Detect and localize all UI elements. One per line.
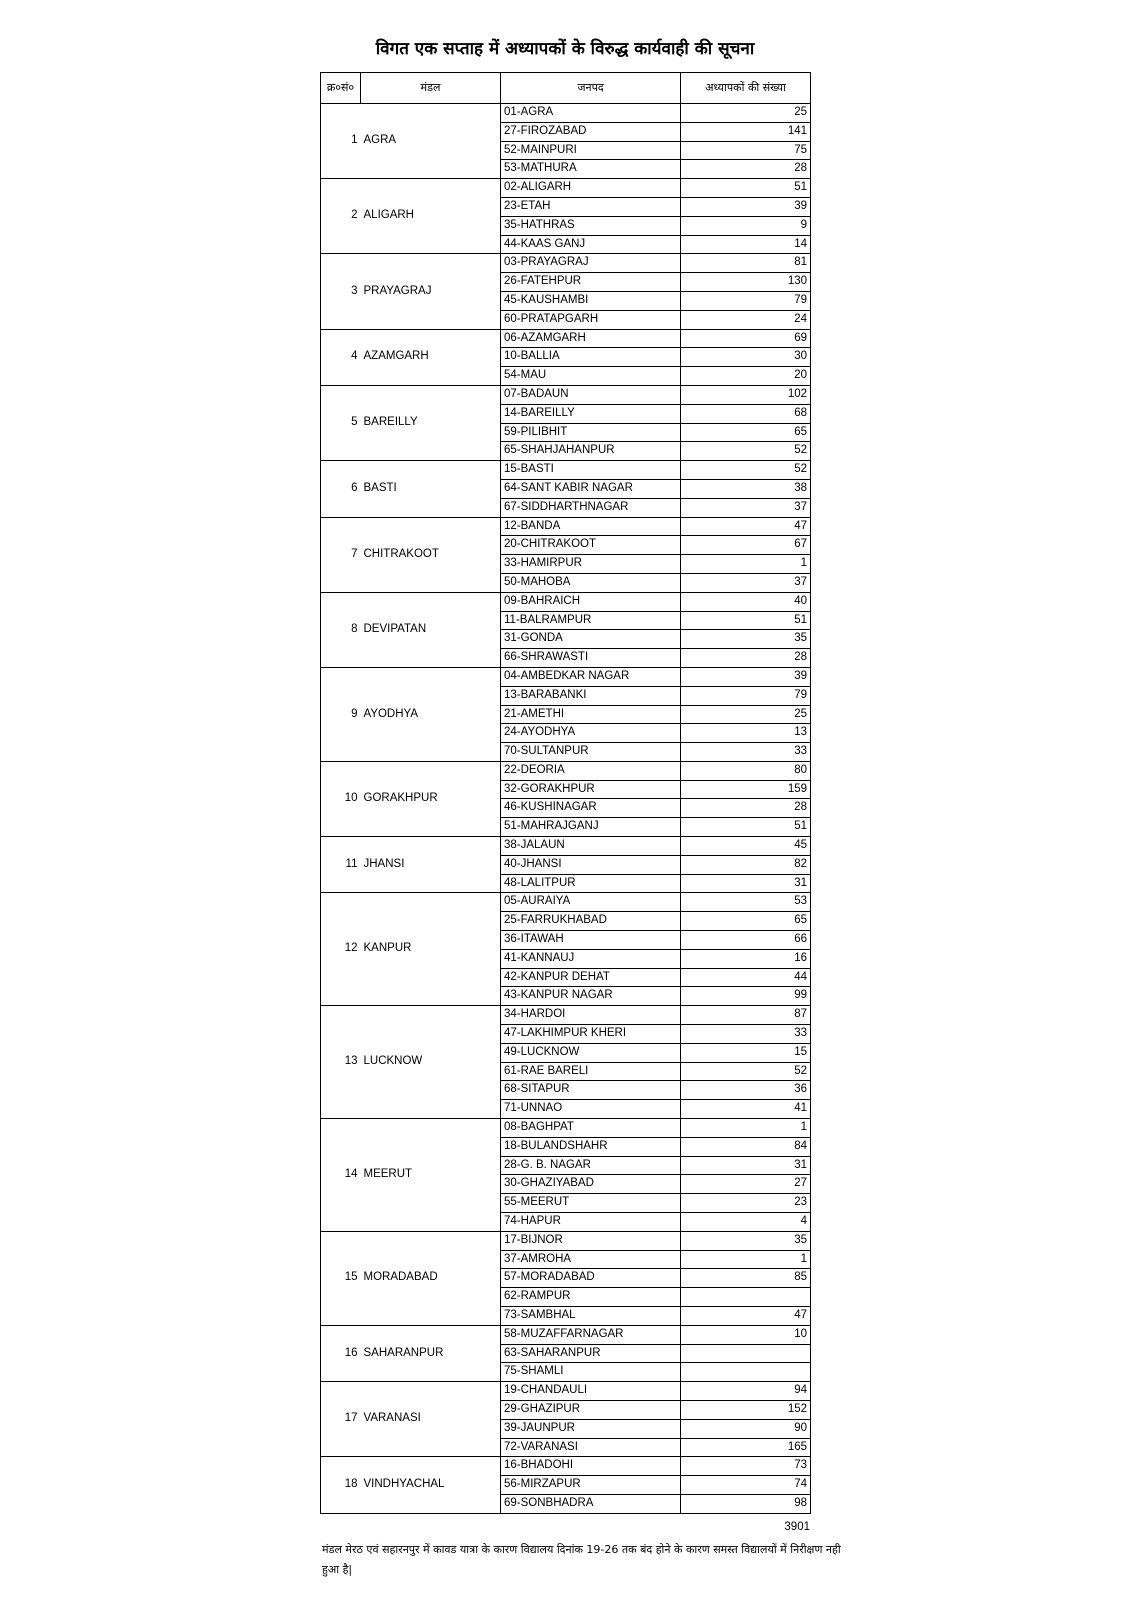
district-cell: 02-ALIGARH [501,179,681,198]
district-cell: 48-LALITPUR [501,874,681,893]
teacher-count-cell: 73 [681,1457,811,1476]
serial-number-cell: 8 [321,592,361,667]
mandal-cell: DEVIPATAN [361,592,501,667]
table-row [321,461,811,480]
district-cell: 50-MAHOBA [501,573,681,592]
teacher-count-cell: 79 [681,291,811,310]
mandal-cell: CHITRAKOOT [361,517,501,592]
teacher-count-cell: 47 [681,517,811,536]
serial-number-cell: 1 [321,104,361,179]
teacher-count-cell: 39 [681,197,811,216]
mandal-cell: AYODHYA [361,667,501,761]
teacher-count-cell: 28 [681,160,811,179]
teacher-count-cell: 69 [681,329,811,348]
mandal-cell: MORADABAD [361,1231,501,1325]
teacher-count-cell: 40 [681,592,811,611]
table-row [321,1119,811,1138]
teacher-count-cell: 52 [681,461,811,480]
mandal-cell: GORAKHPUR [361,761,501,836]
mandal-cell: JHANSI [361,837,501,893]
district-cell: 53-MATHURA [501,160,681,179]
teacher-action-table [320,72,811,1514]
serial-number-cell: 9 [321,667,361,761]
teacher-count-cell: 31 [681,874,811,893]
teacher-count-cell: 33 [681,1025,811,1044]
district-cell: 28-G. B. NAGAR [501,1156,681,1175]
table-row [321,1325,811,1344]
mandal-cell: VARANASI [361,1382,501,1457]
district-cell: 23-ETAH [501,197,681,216]
district-cell: 62-RAMPUR [501,1288,681,1307]
teacher-count-cell: 51 [681,611,811,630]
teacher-count-cell: 82 [681,855,811,874]
grand-total: 3901 [784,1521,810,1533]
teacher-count-cell: 31 [681,1156,811,1175]
district-cell: 12-BANDA [501,517,681,536]
header-district: जनपद [501,73,681,104]
teacher-count-cell: 159 [681,780,811,799]
table-row [321,385,811,404]
mandal-cell: AZAMGARH [361,329,501,385]
district-cell: 52-MAINPURI [501,141,681,160]
teacher-count-cell: 13 [681,724,811,743]
district-cell: 01-AGRA [501,104,681,123]
teacher-count-cell [681,1288,811,1307]
teacher-count-cell: 52 [681,1062,811,1081]
district-cell: 67-SIDDHARTHNAGAR [501,498,681,517]
table-body [321,104,811,1514]
teacher-count-cell: 27 [681,1175,811,1194]
district-cell: 04-AMBEDKAR NAGAR [501,667,681,686]
teacher-count-cell: 30 [681,348,811,367]
teacher-count-cell: 35 [681,630,811,649]
table-row [321,592,811,611]
teacher-count-cell: 66 [681,931,811,950]
district-cell: 57-MORADABAD [501,1269,681,1288]
mandal-cell: BAREILLY [361,385,501,460]
teacher-count-cell: 25 [681,705,811,724]
district-cell: 64-SANT KABIR NAGAR [501,479,681,498]
district-cell: 60-PRATAPGARH [501,310,681,329]
mandal-cell: AGRA [361,104,501,179]
teacher-count-cell: 84 [681,1137,811,1156]
district-cell: 06-AZAMGARH [501,329,681,348]
teacher-count-cell [681,1344,811,1363]
serial-number-cell: 11 [321,837,361,893]
district-cell: 65-SHAHJAHANPUR [501,442,681,461]
teacher-count-cell: 87 [681,1006,811,1025]
teacher-count-cell: 45 [681,837,811,856]
teacher-count-cell: 65 [681,423,811,442]
district-cell: 03-PRAYAGRAJ [501,254,681,273]
district-cell: 22-DEORIA [501,761,681,780]
teacher-count-cell: 44 [681,968,811,987]
district-cell: 33-HAMIRPUR [501,555,681,574]
header-mandal: मंडल [361,73,501,104]
teacher-count-cell: 35 [681,1231,811,1250]
teacher-count-cell: 165 [681,1438,811,1457]
table-row [321,761,811,780]
teacher-count-cell: 36 [681,1081,811,1100]
table-row [321,517,811,536]
header-count: अध्यापकों की संख्या [681,73,811,104]
district-cell: 69-SONBHADRA [501,1494,681,1513]
district-cell: 70-SULTANPUR [501,743,681,762]
district-cell: 09-BAHRAICH [501,592,681,611]
district-cell: 05-AURAIYA [501,893,681,912]
teacher-count-cell: 75 [681,141,811,160]
teacher-count-cell: 24 [681,310,811,329]
teacher-count-cell: 41 [681,1100,811,1119]
district-cell: 46-KUSHINAGAR [501,799,681,818]
district-cell: 25-FARRUKHABAD [501,912,681,931]
teacher-count-cell: 68 [681,404,811,423]
district-cell: 49-LUCKNOW [501,1043,681,1062]
teacher-count-cell: 1 [681,555,811,574]
district-cell: 29-GHAZIPUR [501,1400,681,1419]
district-cell: 56-MIRZAPUR [501,1476,681,1495]
district-cell: 68-SITAPUR [501,1081,681,1100]
district-cell: 44-KAAS GANJ [501,235,681,254]
district-cell: 58-MUZAFFARNAGAR [501,1325,681,1344]
district-cell: 17-BIJNOR [501,1231,681,1250]
header-serial: क्र०सं० [321,73,361,104]
district-cell: 07-BADAUN [501,385,681,404]
district-cell: 43-KANPUR NAGAR [501,987,681,1006]
district-cell: 47-LAKHIMPUR KHERI [501,1025,681,1044]
table-row [321,179,811,198]
teacher-count-cell: 94 [681,1382,811,1401]
district-cell: 19-CHANDAULI [501,1382,681,1401]
teacher-count-cell: 53 [681,893,811,912]
teacher-count-cell: 90 [681,1419,811,1438]
serial-number-cell: 10 [321,761,361,836]
district-cell: 35-HATHRAS [501,216,681,235]
district-cell: 51-MAHRAJGANJ [501,818,681,837]
teacher-count-cell: 51 [681,818,811,837]
district-cell: 42-KANPUR DEHAT [501,968,681,987]
teacher-count-cell: 51 [681,179,811,198]
teacher-count-cell: 9 [681,216,811,235]
district-cell: 13-BARABANKI [501,686,681,705]
district-cell: 32-GORAKHPUR [501,780,681,799]
teacher-count-cell: 130 [681,273,811,292]
serial-number-cell: 6 [321,461,361,517]
table-row [321,667,811,686]
table-row [321,1231,811,1250]
district-cell: 24-AYODHYA [501,724,681,743]
teacher-count-cell: 65 [681,912,811,931]
table-row [321,893,811,912]
serial-number-cell: 18 [321,1457,361,1513]
district-cell: 38-JALAUN [501,837,681,856]
serial-number-cell: 5 [321,385,361,460]
teacher-count-cell: 23 [681,1194,811,1213]
table-row [321,1006,811,1025]
serial-number-cell: 16 [321,1325,361,1381]
serial-number-cell: 15 [321,1231,361,1325]
mandal-cell: LUCKNOW [361,1006,501,1119]
district-cell: 15-BASTI [501,461,681,480]
mandal-cell: SAHARANPUR [361,1325,501,1381]
teacher-count-cell: 4 [681,1213,811,1232]
table-row [321,837,811,856]
teacher-count-cell: 28 [681,799,811,818]
teacher-count-cell: 52 [681,442,811,461]
district-cell: 08-BAGHPAT [501,1119,681,1138]
mandal-cell: BASTI [361,461,501,517]
district-cell: 16-BHADOHI [501,1457,681,1476]
district-cell: 37-AMROHA [501,1250,681,1269]
teacher-count-cell: 1 [681,1250,811,1269]
district-cell: 36-ITAWAH [501,931,681,950]
district-cell: 26-FATEHPUR [501,273,681,292]
serial-number-cell: 14 [321,1119,361,1232]
teacher-count-cell: 38 [681,479,811,498]
table-row [321,1457,811,1476]
serial-number-cell: 13 [321,1006,361,1119]
district-cell: 14-BAREILLY [501,404,681,423]
page-title: विगत एक सप्ताह में अध्यापकों के विरुद्ध कार्यवाही की सूचना [375,39,755,59]
district-cell: 21-AMETHI [501,705,681,724]
teacher-count-cell: 99 [681,987,811,1006]
teacher-count-cell: 14 [681,235,811,254]
teacher-count-cell: 25 [681,104,811,123]
district-cell: 27-FIROZABAD [501,122,681,141]
district-cell: 31-GONDA [501,630,681,649]
teacher-count-cell: 102 [681,385,811,404]
teacher-count-cell: 28 [681,649,811,668]
teacher-count-cell: 79 [681,686,811,705]
district-cell: 20-CHITRAKOOT [501,536,681,555]
footnote: मंडल मेरठ एवं सहारनपुर में कावड यात्रा के कारण विद्यालय दिनांक 19-26 तक बंद होने के कारण समस्त विद्यालयों में निरीक्षण नही हुआ है| [322,1543,841,1576]
district-cell: 40-JHANSI [501,855,681,874]
district-cell: 55-MEERUT [501,1194,681,1213]
district-cell: 71-UNNAO [501,1100,681,1119]
teacher-count-cell: 85 [681,1269,811,1288]
serial-number-cell: 4 [321,329,361,385]
district-cell: 72-VARANASI [501,1438,681,1457]
table-row [321,329,811,348]
table-row [321,254,811,273]
teacher-count-cell: 20 [681,367,811,386]
district-cell: 74-HAPUR [501,1213,681,1232]
serial-number-cell: 7 [321,517,361,592]
table-row [321,1382,811,1401]
teacher-count-cell: 10 [681,1325,811,1344]
teacher-count-cell [681,1363,811,1382]
district-cell: 11-BALRAMPUR [501,611,681,630]
district-cell: 63-SAHARANPUR [501,1344,681,1363]
district-cell: 41-KANNAUJ [501,949,681,968]
teacher-count-cell: 39 [681,667,811,686]
district-cell: 61-RAE BARELI [501,1062,681,1081]
teacher-count-cell: 74 [681,1476,811,1495]
mandal-cell: ALIGARH [361,179,501,254]
teacher-count-cell: 37 [681,573,811,592]
teacher-count-cell: 1 [681,1119,811,1138]
teacher-count-cell: 98 [681,1494,811,1513]
district-cell: 18-BULANDSHAHR [501,1137,681,1156]
mandal-cell: VINDHYACHAL [361,1457,501,1513]
district-cell: 66-SHRAWASTI [501,649,681,668]
district-cell: 59-PILIBHIT [501,423,681,442]
district-cell: 45-KAUSHAMBI [501,291,681,310]
serial-number-cell: 2 [321,179,361,254]
teacher-count-cell: 16 [681,949,811,968]
district-cell: 73-SAMBHAL [501,1307,681,1326]
district-cell: 10-BALLIA [501,348,681,367]
district-cell: 34-HARDOI [501,1006,681,1025]
teacher-count-cell: 47 [681,1307,811,1326]
district-cell: 75-SHAMLI [501,1363,681,1382]
serial-number-cell: 3 [321,254,361,329]
teacher-count-cell: 81 [681,254,811,273]
teacher-count-cell: 152 [681,1400,811,1419]
teacher-count-cell: 33 [681,743,811,762]
teacher-count-cell: 80 [681,761,811,780]
mandal-cell: MEERUT [361,1119,501,1232]
table-row [321,104,811,123]
mandal-cell: KANPUR [361,893,501,1006]
district-cell: 54-MAU [501,367,681,386]
serial-number-cell: 12 [321,893,361,1006]
mandal-cell: PRAYAGRAJ [361,254,501,329]
table-header-row [321,73,811,104]
district-cell: 30-GHAZIYABAD [501,1175,681,1194]
teacher-count-cell: 15 [681,1043,811,1062]
teacher-count-cell: 67 [681,536,811,555]
district-cell: 39-JAUNPUR [501,1419,681,1438]
teacher-count-cell: 37 [681,498,811,517]
teacher-count-cell: 141 [681,122,811,141]
serial-number-cell: 17 [321,1382,361,1457]
